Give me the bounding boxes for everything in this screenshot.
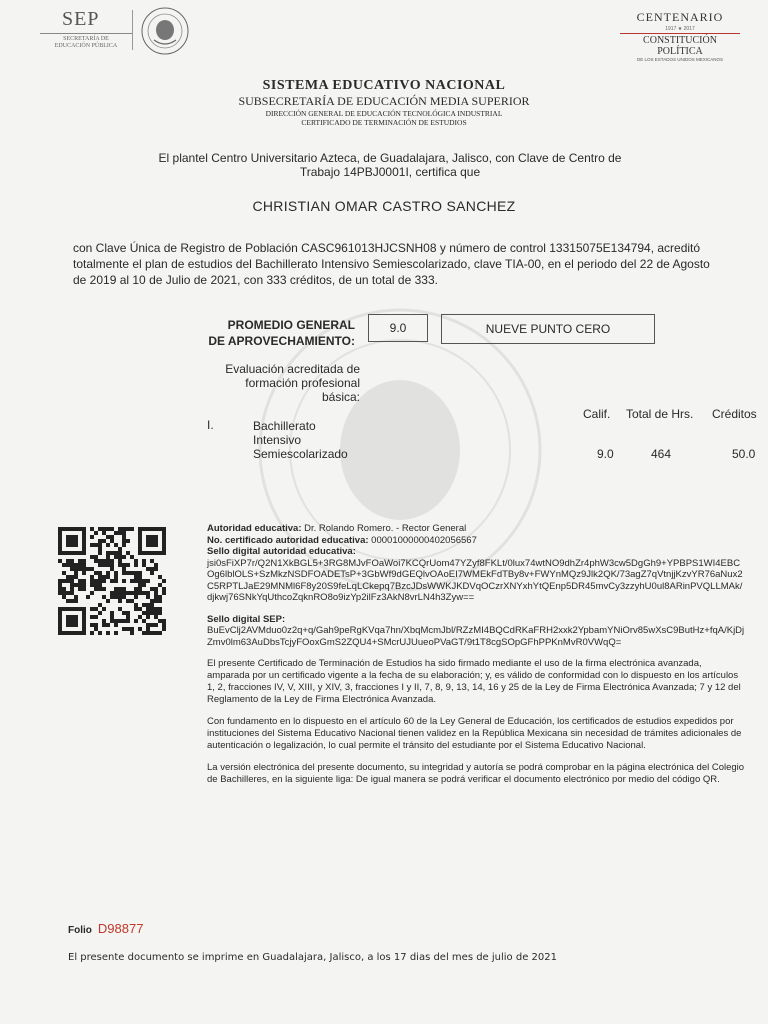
legal-paragraph-1: El presente Certificado de Terminación de Estudios ha sido firmado mediante el uso de la firma electrónica avanzada, amparada por un certificado vigente a la fecha de su elaboración; y, es válido de conformidad con lo dispuesto en los artículos 1, 2, fracciones IV, V, XIII, y XIV, 3, fracciones I y II, 7, 8, 9, 13, 14, 16 y 25 de la Ley de Firma Electrónica Avanzada; 7 y 12 del Reglamento de la Ley de Firma Electrónica Avanzada. [207,658,741,705]
row-name [253,419,373,461]
seal-value: jsi0sFiXP7r/Q2N1XkBGL5+3RG8MJvFOaWoi7KCQrUom47YZyf8FKLt/0lux74wtNO9dhZr4phW3cw5DgGh9+YPBPS1WI4EBCOg6lblOLS+SzMkzNSDFOADETsP+3GbWf9dGEQlvOAoEI7WMEkFdTBy8v+FWYnMQz9Jlk2QK/73agZ7qVtnjjKzvYR76aNux2C5RPTLJaE29MNMl6F8y20S9feLqLCkepq7BzcJDsWWKJKDVqOCzrXNYxhYtQEnp5DR45mvCy3zzyhU0ul8ARinPVQLLMAk/djkwj76SNkYqUthcoZqknRO8o9izYp2ilFz3AkN8vrLN4h3Zyw== [207,557,743,603]
row-number: I. [207,418,214,432]
title-direccion: DIRECCIÓN GENERAL DE EDUCACIÓN TECNOLÓGICA INDUSTRIAL [265,109,503,118]
auth-value: Dr. Rolando Romero. - Rector General [301,523,467,534]
document-titles [0,78,768,127]
sep-seal-label: Sello digital SEP: [207,613,286,625]
grade-label [205,317,355,349]
centenario-small: DE LOS ESTADOS UNIDOS MEXICANOS [637,57,723,62]
grade-label-2: DE APROVECHAMIENTO: [208,334,355,348]
evaluation-line-2: formación profesional básica: [245,376,360,404]
mexico-seal-icon [140,6,190,56]
row-name-3: Semiescolarizado [253,447,348,461]
header-hours: Total de Hrs. [626,407,694,421]
grade-words: NUEVE PUNTO CERO [441,314,655,344]
centenario-title: CENTENARIO [636,10,724,24]
row-name-1: Bachillerato [253,419,316,433]
auth-label: Autoridad educativa: [207,523,302,534]
grade-value: 9.0 [368,314,428,342]
centenario-sub: CONSTITUCIÓN POLÍTICA [620,33,740,57]
printed-statement: El presente documento se imprime en Guadalajara, Jalisco, a los 17 dias del mes de julio de 2021 [68,952,557,963]
curp-paragraph: con Clave Única de Registro de Población CASC961013HJCSNH08 y número de control 13315075E134794, acreditó totalmente el plan de estudios del Bachillerato Intensivo Semiescolarizado, clave TIA-00, en el periodo del 22 de Agosto de 2019 al 10 de Julio de 2021, con 333 créditos, de un total de 333. [73,241,710,287]
row-calif: 9.0 [597,447,614,461]
seal-label: Sello digital autoridad educativa: [207,546,356,557]
title-certificado: CERTIFICADO DE TERMINACIÓN DE ESTUDIOS [301,118,467,127]
folio-number: D98877 [97,921,144,936]
sep-sub-2: EDUCACIÓN PÚBLICA [54,43,118,49]
row-credits: 50.0 [732,447,756,461]
legal-paragraph-3: La versión electrónica del presente documento, su integridad y autoría se podrá comprobar en la página electrónica del Colegio de Bachilleres, en la siguiente liga: De igual manera se podrá verificar el documento electrónico por medio del código QR. [207,762,745,785]
centenario-years: 1917 ★ 2017 [665,26,695,32]
centenario-logo [620,10,740,62]
folio-label: Folio [68,925,92,936]
qr-code-icon[interactable] [58,527,166,635]
header-divider [132,10,133,50]
row-name-2: Intensivo [253,433,302,447]
evaluation-line-1: Evaluación acreditada de [225,362,360,376]
grade-label-1: PROMEDIO GENERAL [227,318,355,332]
authority-block [207,523,745,786]
evaluation-label [205,362,360,404]
cert-label: No. certificado autoridad educativa: [207,534,369,546]
intro-text: El plantel Centro Universitario Azteca, de Guadalajara, Jalisco, con Clave de Centro de Trabajo 14PBJ0001I, certifica que [158,151,622,179]
student-name: CHRISTIAN OMAR CASTRO SANCHEZ [252,198,516,214]
header-credits: Créditos [712,407,757,421]
sep-sub-1: SECRETARÍA DE [63,36,109,42]
sep-seal-value: BuEvClj2AVMduo0z2q+q/Gah9peRgKVqa7hn/XbqMcmJbl/RZzMI4BQCdRKaFRH2xxk2YpbamYNiOrv85wXsC9ButHz+fqA/KjDjZmv0lm63AuDbsTcjyFOoxGmS2ZQU4+SMcrUJUueoPVaGT/9t1T8cgSOpGFhPPKnMvR0VWqQ= [207,625,745,648]
cert-value: 00001000000402056567 [368,534,477,546]
title-subsecretaria: SUBSECRETARÍA DE EDUCACIÓN MEDIA SUPERIOR [238,94,530,108]
header-calif: Calif. [583,407,611,421]
sep-logo [40,8,132,50]
row-hours: 464 [651,447,672,461]
sep-word: SEP [62,8,100,30]
folio [68,921,143,936]
title-sistema: SISTEMA EDUCATIVO NACIONAL [262,78,506,93]
legal-paragraph-2: Con fundamento en lo dispuesto en el artículo 60 de la Ley General de Educación, los certificados de estudios expedidos por instituciones del Sistema Educativo Nacional tienen validez en la República Mexicana sin necesidad de trámites adicionales de autenticación o legalización, lo cual permite el tránsito del estudiante por el Sistema Educativo Nacional. [207,716,742,751]
